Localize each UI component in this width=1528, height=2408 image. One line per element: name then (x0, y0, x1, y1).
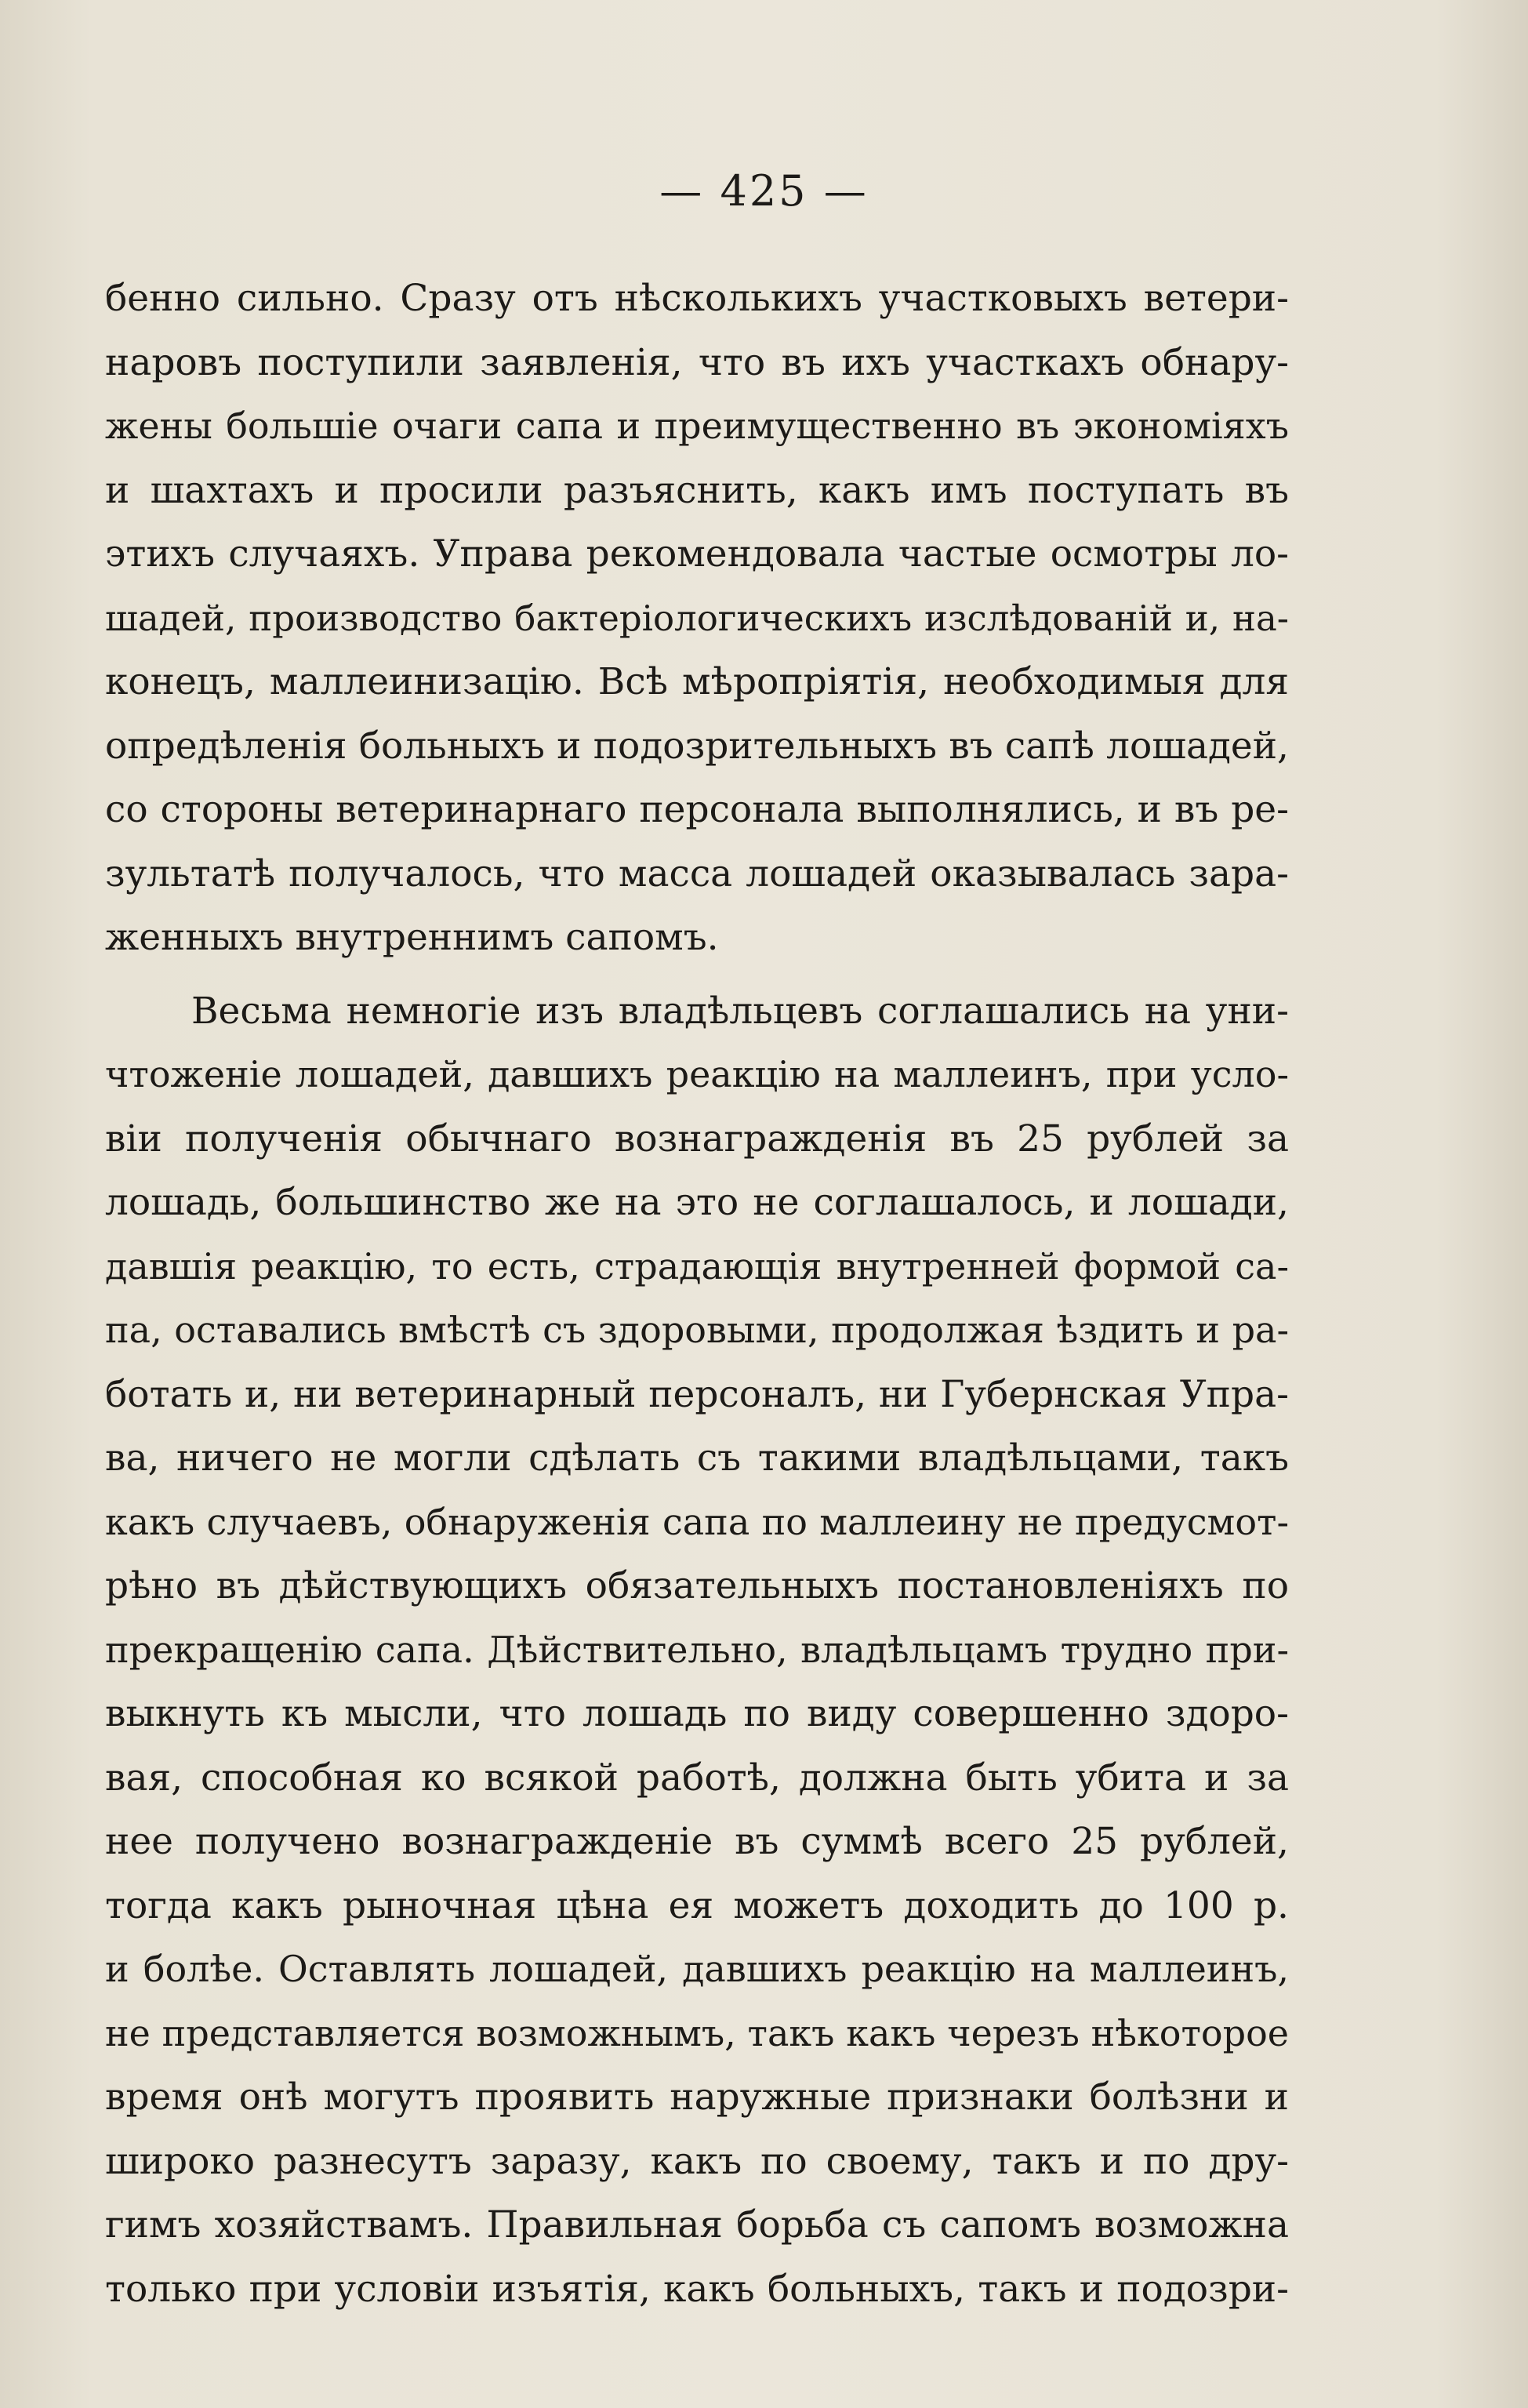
text-line: нее получено вознагражденіе въ суммѣ всего 25 рублей, (105, 1820, 1289, 1863)
text-line: давшія реакцію, то есть, страдающія внутренней формой са- (105, 1244, 1289, 1288)
text-line: время онѣ могутъ проявить наружные признаки болѣзни и (105, 2076, 1289, 2119)
text-line: па, оставались вмѣстѣ съ здоровыми, продолжая ѣздить и ра- (105, 1309, 1289, 1351)
text-line: вая, способная ко всякой работѣ, должна быть убита и за (105, 1756, 1289, 1800)
text-line: наровъ поступили заявленія, что въ ихъ участкахъ обнару- (105, 340, 1289, 384)
text-line: не представляется возможнымъ, такъ какъ черезъ нѣкоторое (105, 2011, 1289, 2054)
text-line: бенно сильно. Сразу отъ нѣсколькихъ участковыхъ ветери- (105, 277, 1289, 320)
text-line: рѣно въ дѣйствующихъ обязательныхъ постановленіяхъ по (105, 1564, 1289, 1607)
text-line: тогда какъ рыночная цѣна ея можетъ доходить до 100 р. (105, 1883, 1289, 1927)
text-line: и болѣе. Оставлять лошадей, давшихъ реакцію на маллеинъ, (105, 1948, 1289, 1990)
paragraph-1 (105, 267, 1289, 970)
text-line: віи полученія обычнаго вознагражденія въ 25 рублей за (105, 1117, 1289, 1160)
text-line: этихъ случаяхъ. Управа рекомендовала частые осмотры ло- (105, 532, 1289, 576)
paragraph-2 (105, 979, 1289, 2322)
text-line: Весьма немногіе изъ владѣльцевъ соглашались на уни- (191, 989, 1289, 1033)
text-line: ва, ничего не могли сдѣлать съ такими владѣльцами, такъ (105, 1436, 1289, 1480)
text-line: ботать и, ни ветеринарный персоналъ, ни Губернская Упра- (105, 1372, 1289, 1416)
text-line: лошадь, большинство же на это не соглашалось, и лошади, (105, 1181, 1289, 1224)
page-number: — 425 — (659, 166, 869, 216)
paragraph-gap (105, 970, 1289, 979)
text-line: и шахтахъ и просили разъяснить, какъ имъ поступать въ (105, 468, 1289, 512)
text-line: чтоженіе лошадей, давшихъ реакцію на маллеинъ, при усло- (105, 1053, 1289, 1095)
text-line: зультатѣ получалось, что масса лошадей оказывалась зара- (105, 852, 1289, 895)
text-line: шадей, производство бактеріологическихъ изслѣдованій и, на- (105, 597, 1289, 639)
text-line: какъ случаевъ, обнаруженія сапа по маллеину не предусмот- (105, 1500, 1289, 1543)
text-line: только при условіи изъятія, какъ больныхъ, такъ и подозри- (105, 2267, 1289, 2311)
text-line: выкнуть къ мысли, что лошадь по виду совершенно здоро- (105, 1692, 1289, 1735)
text-line: прекращенію сапа. Дѣйствительно, владѣльцамъ трудно при- (105, 1628, 1289, 1671)
text-line: женныхъ внутреннимъ сапомъ. (105, 916, 719, 959)
text-line: широко разнесутъ заразу, какъ по своему, такъ и по дру- (105, 2139, 1289, 2183)
text-line: жены большіе очаги сапа и преимущественно въ экономіяхъ (105, 405, 1289, 447)
text-line: конецъ, маллеинизацію. Всѣ мѣропріятія, необходимыя для (105, 660, 1289, 703)
text-line: со стороны ветеринарнаго персонала выполнялись, и въ ре- (105, 788, 1289, 831)
text-line: гимъ хозяйствамъ. Правильная борьба съ сапомъ возможна (105, 2203, 1289, 2246)
text-line: опредѣленія больныхъ и подозрительныхъ въ сапѣ лошадей, (105, 724, 1289, 768)
body-text (105, 267, 1289, 2321)
